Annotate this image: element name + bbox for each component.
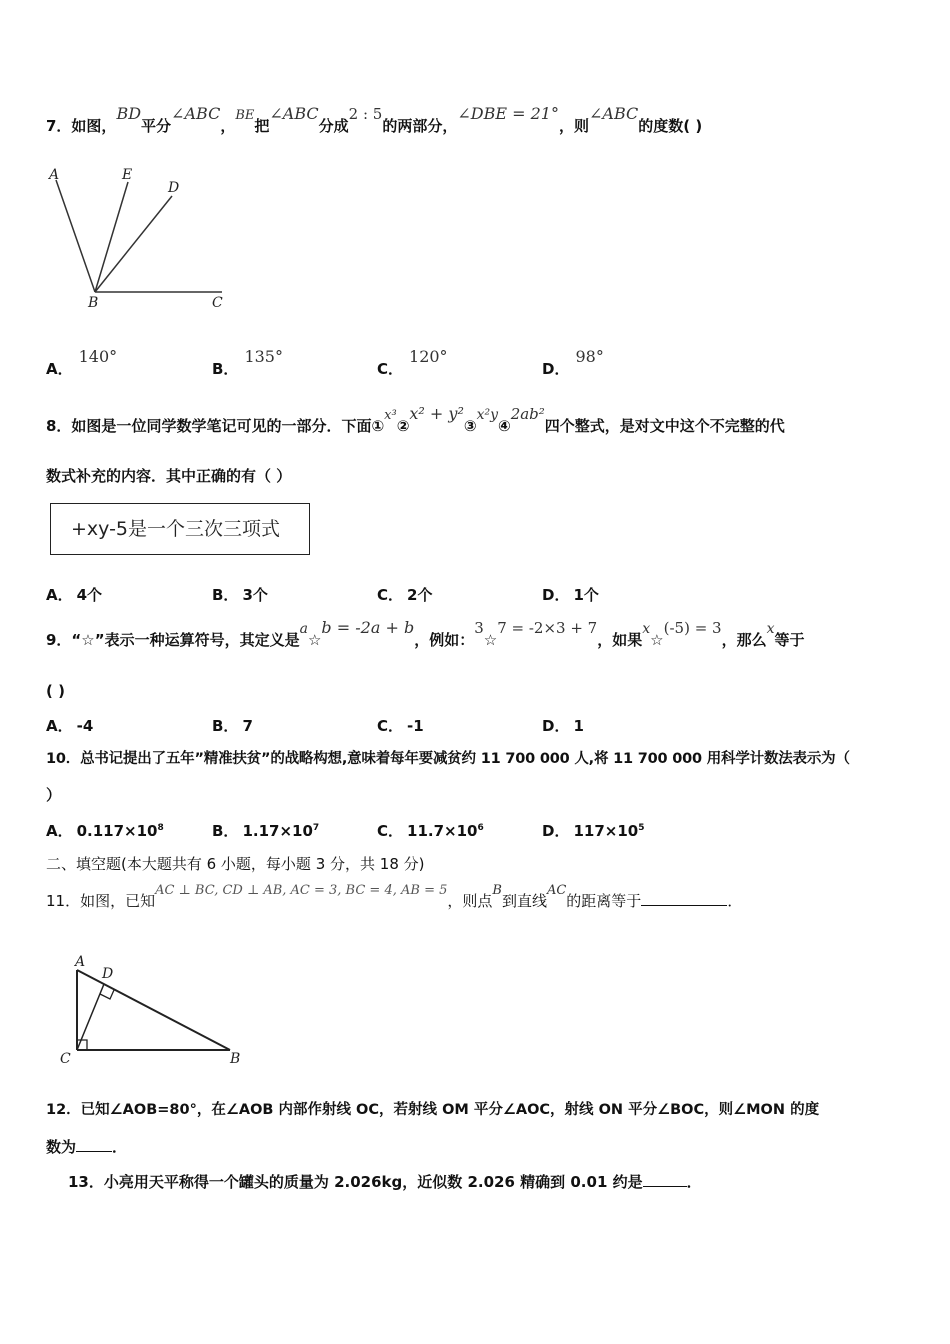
- q8-expr-4: 2ab²: [510, 405, 545, 423]
- q9-option-b[interactable]: B． 7: [212, 717, 253, 735]
- q11-point-b: B: [492, 883, 502, 898]
- label-b: B: [230, 1051, 241, 1067]
- q7-be: BE: [235, 108, 255, 123]
- q8-expr-3: x²y: [476, 407, 498, 423]
- q12-stem: 12．已知∠AOB=80°，在∠AOB 内部作射线 OC，若射线 OM 平分∠AOC，射线 ON 平分∠BOC，则∠MON 的度: [46, 1102, 820, 1118]
- q11-conditions: AC ⊥ BC, CD ⊥ AB, AC = 3, BC = 4, AB = 5: [155, 883, 448, 898]
- q9-x: x: [642, 621, 651, 637]
- star-icon-2: ☆: [483, 631, 498, 649]
- q8-expr-1: x³: [384, 408, 397, 423]
- label-a: A: [49, 167, 60, 183]
- q7-angle-abc-2: ∠ABC: [269, 104, 319, 123]
- q9-stem: 9．“☆”表示一种运算符号，其定义是a☆b = -2a + b，例如：3☆7 = -2×3 + 7，如果x☆(-5) = 3，那么x等于: [46, 618, 805, 649]
- q9-option-a[interactable]: A． -4: [46, 717, 94, 735]
- label-e: E: [122, 167, 133, 183]
- ray-be: [95, 182, 128, 292]
- q8-option-b[interactable]: B． 3个: [212, 586, 268, 604]
- label-c: C: [212, 295, 223, 311]
- q9-example: 7 = -2×3 + 7: [497, 619, 598, 637]
- q11-figure: [55, 950, 255, 1070]
- q9-a: a: [299, 621, 308, 637]
- q9-option-c[interactable]: C． -1: [377, 717, 424, 735]
- q10-option-c[interactable]: C． $11.7\times 10^6$: [377, 822, 484, 840]
- star-icon: ☆: [307, 631, 322, 649]
- section-heading-fill-in: 二、填空题(本大题共有 6 小题，每小题 3 分，共 18 分): [46, 855, 425, 873]
- label-c: C: [60, 1051, 71, 1067]
- q11-answer-blank[interactable]: [641, 891, 727, 906]
- q7-ratio: 2 : 5: [348, 105, 383, 123]
- q7-option-b[interactable]: B．135°: [212, 347, 283, 378]
- q7-angle-abc: ∠ABC: [171, 104, 221, 123]
- q12-stem-line2: 数为 ．: [46, 1138, 128, 1156]
- q7-angle-dbe: ∠DBE = 21°: [457, 104, 559, 123]
- q7-bd: BD: [116, 104, 142, 123]
- q11-line-ac: AC: [546, 883, 567, 898]
- q7-option-d[interactable]: D．98°: [542, 347, 604, 378]
- q8-stem: 8．如图是一位同学数学笔记可见的一部分．下面①x³②x² + y²③x²y④2ab²四个整式，是对文中这个不完整的代: [46, 404, 785, 435]
- q10-stem-line2: ）: [46, 786, 62, 804]
- label-a: A: [75, 954, 86, 970]
- q9-equation: (-5) = 3: [663, 619, 722, 637]
- q10-stem: 10．总书记提出了五年”精准扶贫”的战略构想,意味着每年要减贫约 11 700 000 人,将 11 700 000 用科学计数法表示为（: [46, 751, 850, 767]
- q13-stem: 13．小亮用天平称得一个罐头的质量为 2.026kg，近似数 2.026 精确到 0.01 约是 ．: [68, 1173, 702, 1191]
- segment-ab: [77, 970, 230, 1050]
- q8-option-d[interactable]: D． 1个: [542, 586, 599, 604]
- q8-stem-line2: 数式补充的内容．其中正确的有（ ）: [46, 467, 292, 485]
- q7-option-a[interactable]: A．140°: [46, 347, 118, 378]
- label-d: D: [168, 180, 180, 196]
- q11-stem: 11．如图，已知AC ⊥ BC, CD ⊥ AB, AC = 3, BC = 4, AB = 5，则点B到直线AC的距离等于 ．: [46, 883, 743, 910]
- q10-option-d[interactable]: D． $117\times 10^5$: [542, 822, 645, 840]
- label-b: B: [88, 295, 99, 311]
- q10-option-b[interactable]: B． $1.17\times 10^7$: [212, 822, 320, 840]
- q9-stem-line2: ( ): [46, 682, 65, 700]
- q9-option-d[interactable]: D． 1: [542, 717, 584, 735]
- label-d: D: [102, 966, 114, 982]
- q8-option-c[interactable]: C． 2个: [377, 586, 433, 604]
- right-angle-d: [100, 990, 114, 999]
- q9-x-2: x: [766, 621, 775, 637]
- star-icon-3: ☆: [650, 631, 664, 649]
- q9-example-a: 3: [474, 619, 484, 637]
- q8-option-a[interactable]: A． 4个: [46, 586, 103, 604]
- q13-answer-blank[interactable]: [643, 1172, 687, 1187]
- q7-figure: [40, 160, 240, 315]
- q9-definition: b = -2a + b: [321, 618, 415, 637]
- q8-expr-2: x² + y²: [409, 404, 464, 423]
- q8-note-image: +xy-5是一个三次三项式: [50, 503, 310, 555]
- q12-answer-blank[interactable]: [76, 1137, 112, 1152]
- q7-option-c[interactable]: C．120°: [377, 347, 448, 378]
- ray-ba: [56, 180, 95, 292]
- q7-stem: 7．如图，BD平分∠ABC，BE把∠ABC分成2 : 5的两部分，∠DBE = 21°，则∠ABC的度数( ): [46, 104, 703, 135]
- ray-bd: [95, 196, 172, 292]
- q7-angle-abc-3: ∠ABC: [589, 104, 639, 123]
- q10-option-a[interactable]: A． $0.117\times 10^8$: [46, 822, 164, 840]
